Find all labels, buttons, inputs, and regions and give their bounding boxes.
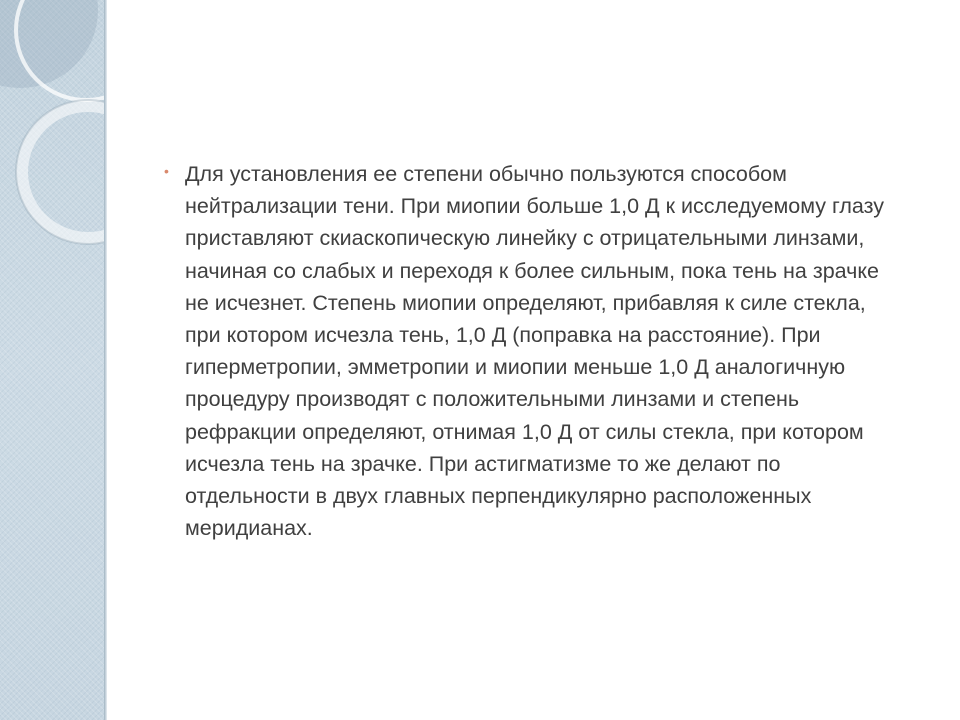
decorative-disc [0, 0, 98, 88]
decorative-rings [0, 0, 104, 720]
bullet-marker: • [164, 163, 169, 179]
decorative-ring-middle [22, 106, 104, 238]
bullet-item [164, 158, 904, 544]
decorative-ring-middle-shadow [16, 100, 104, 244]
bullet-text: Для установления ее степени обычно пользуются способом нейтрализации тени. При миопии больше 1,0 Д к исследуемому глазу приставляют скиаскопическую линейку с отрицательными линзами, начиная со слабых и переходя к более сильным, пока тень на зрачке не исчезнет. Степень миопии определяют, прибавляя к силе стекла, при котором исчезла тень, 1,0 Д (поправка на расстояние). При гиперметропии, эмметропии и миопии меньше 1,0 Д аналогичную процедуру производят с положительными линзами и степень рефракции определяют, отнимая 1,0 Д от силы стекла, при котором исчезла тень на зрачке. При астигматизме то же делают по отдельности в двух главных перпендикулярно расположенных меридианах. [185, 162, 884, 541]
decorative-side-panel [0, 0, 104, 720]
side-panel-edge [104, 0, 107, 720]
slide-content [164, 158, 904, 544]
